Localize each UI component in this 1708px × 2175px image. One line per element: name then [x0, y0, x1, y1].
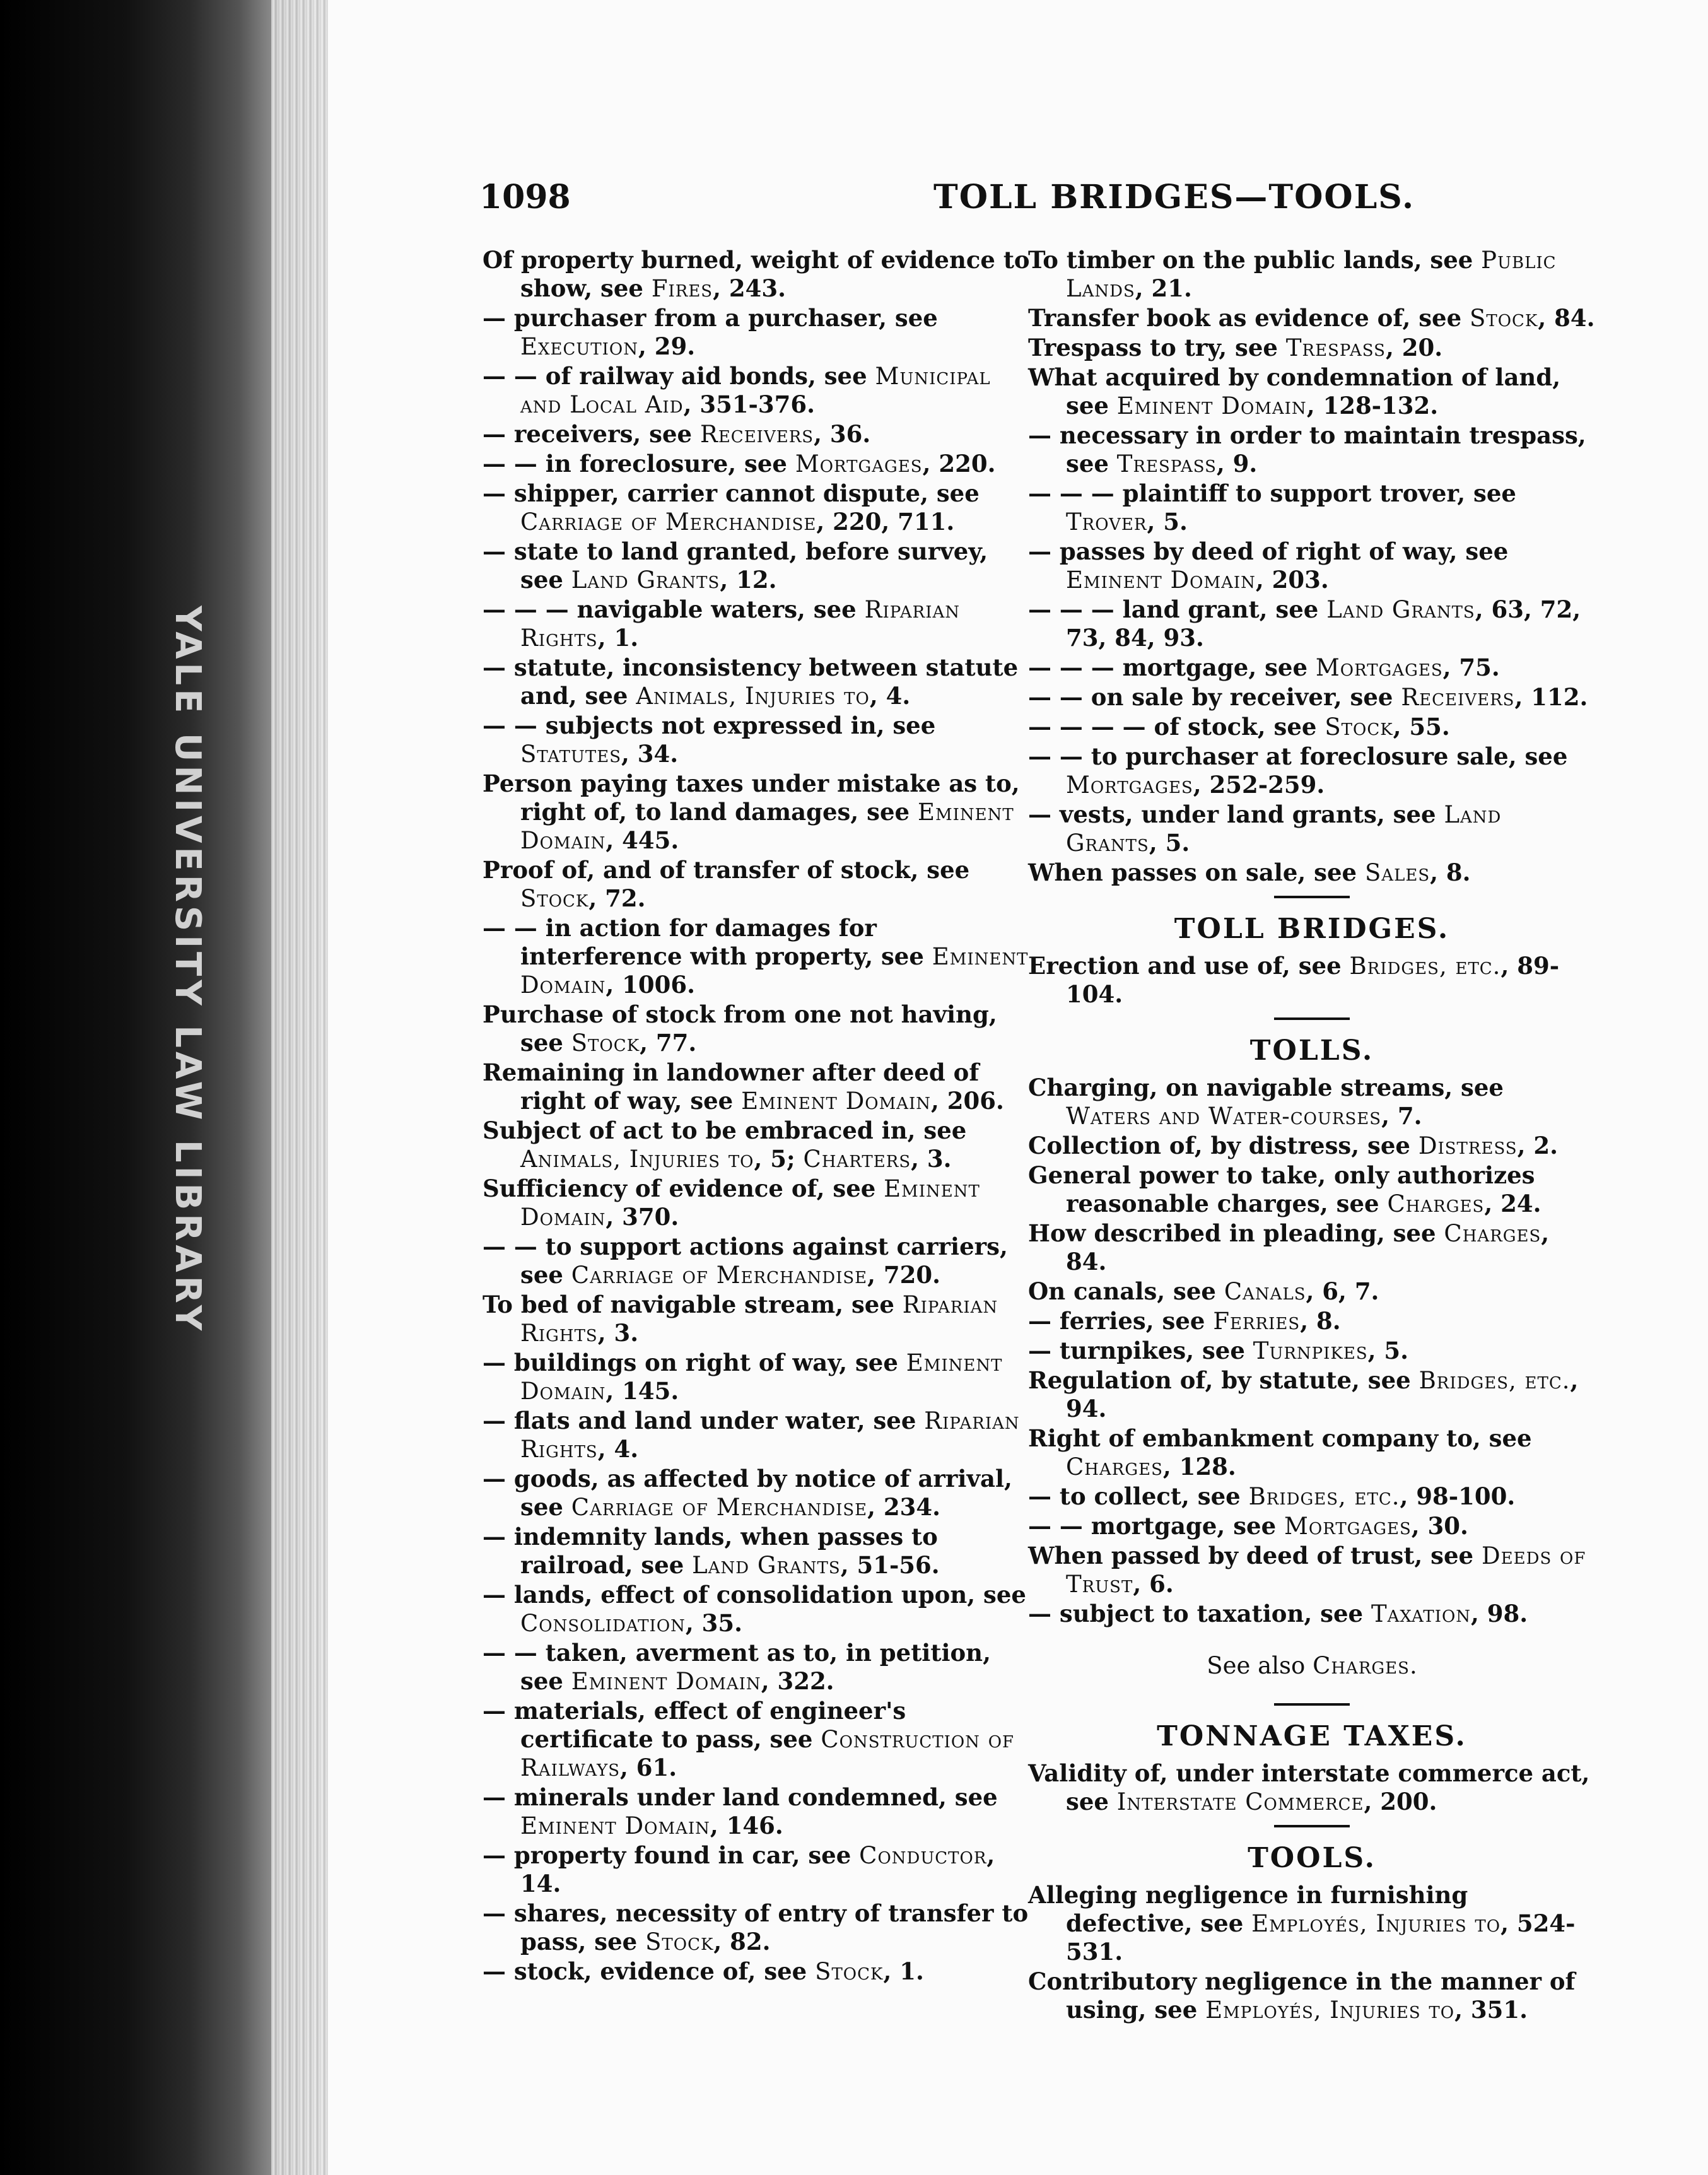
entry-text: , 2. [1517, 1132, 1559, 1159]
cross-reference: Mortgages [1066, 771, 1193, 799]
index-entry [1028, 1482, 1596, 1511]
entry-text: How described in pleading, see [1028, 1219, 1444, 1247]
entry-text: , 72. [588, 884, 646, 912]
entry-text: When passes on sale, see [1028, 859, 1365, 886]
index-entry [483, 479, 1038, 536]
cross-reference: Receivers [699, 421, 814, 448]
index-entry [483, 1899, 1038, 1956]
book-page [328, 0, 1708, 2175]
entry-text: , 200. [1364, 1788, 1437, 1815]
index-entry [483, 1117, 1038, 1173]
index-entry [1028, 363, 1596, 420]
entry-text: — — on sale by receiver, see [1028, 683, 1401, 711]
entry-text: — shares, necessity of entry of transfer to pass, see [483, 1899, 1029, 1955]
cross-reference: Eminent Domain [520, 799, 1014, 854]
index-entry [483, 1841, 1038, 1898]
entry-text: , 351-376. [683, 390, 816, 418]
entry-text: — — — — of stock, see [1028, 713, 1325, 741]
cross-reference: Public Lands [1066, 247, 1557, 302]
cross-reference: Municipal and Local Aid [520, 363, 991, 418]
entry-text: — indemnity lands, when passes to railroad, see [483, 1523, 938, 1579]
entry-text: , 1. [883, 1957, 924, 1985]
entry-text: , 84. [1066, 1219, 1550, 1275]
entry-text: — stock, evidence of, see [483, 1957, 816, 1985]
cross-reference: Riparian Rights [520, 1291, 998, 1347]
index-entry [1028, 1161, 1596, 1218]
entry-text: , 3. [597, 1319, 639, 1347]
entry-text: — statute, inconsistency between statute and, see [483, 654, 1019, 710]
entry-text: Contributory negligence in the manner of using, see [1028, 1967, 1576, 2024]
cross-reference: Eminent Domain [1066, 566, 1256, 594]
entry-text: To bed of navigable stream, see [483, 1291, 903, 1318]
index-entry [1028, 1074, 1596, 1130]
entry-text: — minerals under land condemned, see [483, 1783, 998, 1811]
entry-text: , 4. [869, 682, 911, 710]
entry-text: , 1. [597, 624, 639, 652]
cross-reference: Canals [1224, 1278, 1306, 1305]
cross-reference: Eminent Domain [571, 1668, 761, 1695]
entry-text: , 6. [1133, 1570, 1174, 1598]
cross-reference: Land Grants [571, 566, 720, 594]
cross-reference: Riparian Rights [520, 1407, 1020, 1463]
cross-reference: Charters [803, 1146, 911, 1173]
entry-text: Validity of, under interstate commerce act, see [1028, 1759, 1590, 1815]
entry-text: , 206. [931, 1087, 1004, 1115]
entry-text: , 55. [1393, 713, 1450, 741]
entry-text: , 94. [1066, 1366, 1579, 1422]
entry-text: On canals, see [1028, 1277, 1224, 1305]
cross-reference: Carriage of Merchandise [571, 1494, 868, 1521]
entry-text: , 145. [605, 1377, 679, 1405]
entry-text: — buildings on right of way, see [483, 1349, 906, 1376]
entry-text: , 1006. [605, 971, 696, 999]
entry-text: , 322. [761, 1667, 834, 1695]
entry-text: Person paying taxes under mistake as to, right of, to land damages, see [483, 770, 1020, 826]
entry-text: , 128. [1162, 1453, 1236, 1480]
entry-text: Proof of, and of transfer of stock, see [483, 856, 970, 884]
index-entry [483, 1581, 1038, 1638]
entry-text: , 6, 7. [1306, 1277, 1379, 1305]
entry-text: , 82. [713, 1928, 771, 1955]
entry-text: — lands, effect of consolidation upon, see [483, 1581, 1026, 1609]
entry-text: Subject of act to be embraced in, see [483, 1117, 967, 1144]
cross-reference: Carriage of Merchandise [520, 508, 817, 536]
index-entry [1028, 334, 1596, 362]
entry-text: , 252-259. [1193, 771, 1325, 799]
index-entry [483, 1639, 1038, 1696]
section-divider [1274, 896, 1350, 898]
entry-text: When passed by deed of trust, see [1028, 1542, 1482, 1569]
entry-text: , 445. [605, 826, 679, 854]
entry-text: Transfer book as evidence of, see [1028, 304, 1470, 332]
entry-text: , 243. [713, 274, 787, 302]
cross-reference: Eminent Domain [520, 1349, 1003, 1405]
entry-text: Regulation of, by statute, see [1028, 1366, 1419, 1394]
cross-reference: Stock [645, 1928, 714, 1955]
entry-text: — subject to taxation, see [1028, 1600, 1371, 1627]
entry-text: — purchaser from a purchaser, see [483, 304, 938, 332]
entry-text: , 720. [867, 1261, 941, 1289]
cross-reference: Land Grants [692, 1552, 841, 1579]
entry-text: Erection and use of, see [1028, 952, 1350, 980]
entry-text: , 61. [620, 1754, 677, 1781]
entry-text: , 5; [754, 1145, 804, 1173]
left-column [483, 246, 1038, 1987]
entry-text: Collection of, by distress, see [1028, 1132, 1418, 1159]
entry-text: — passes by deed of right of way, see [1028, 537, 1509, 565]
index-entry [483, 595, 1038, 652]
running-title: TOLL BRIDGES—TOOLS. [933, 178, 1415, 216]
entry-text: , 21. [1135, 274, 1192, 302]
spine-library-stamp: YALE UNIVERSITY LAW LIBRARY [167, 606, 208, 1335]
index-entry [1028, 304, 1596, 332]
cross-reference: Conductor [859, 1842, 987, 1869]
cross-reference: Taxation [1371, 1600, 1471, 1627]
index-entry [1028, 713, 1596, 741]
entry-text: Charging, on navigable streams, see [1028, 1074, 1504, 1101]
section-divider [1274, 1703, 1350, 1706]
entry-text: — vests, under land grants, see [1028, 800, 1444, 828]
entry-text: , 77. [640, 1029, 697, 1057]
cross-reference: Employés, Injuries to [1251, 1910, 1501, 1937]
entry-text: — necessary in order to maintain trespass, see [1028, 421, 1586, 478]
entry-text: , 351. [1454, 1996, 1528, 2024]
entry-text: , 5. [1367, 1337, 1409, 1364]
page-number: 1098 [479, 178, 571, 216]
entry-text: — goods, as affected by notice of arrival, see [483, 1465, 1012, 1521]
cross-reference: Mortgages [1315, 654, 1443, 681]
entry-text: , 98-100. [1400, 1482, 1516, 1510]
index-entry [483, 362, 1038, 419]
index-entry [483, 246, 1038, 303]
index-entry [1028, 595, 1596, 652]
entry-text: Trespass to try, see [1028, 334, 1286, 361]
entry-text: Sufficiency of evidence of, see [483, 1175, 884, 1202]
index-entry [483, 1407, 1038, 1463]
cross-reference: Mortgages [1284, 1513, 1412, 1540]
cross-reference: Construction of Railways [520, 1726, 1015, 1781]
index-entry [483, 1697, 1038, 1782]
cross-reference: Trespass [1116, 450, 1217, 478]
index-entry [483, 914, 1038, 999]
index-entry [1028, 952, 1596, 1009]
index-entry [483, 856, 1038, 913]
index-entry [483, 1058, 1038, 1115]
entry-text: — — — land grant, see [1028, 595, 1327, 623]
entry-text: , 12. [720, 566, 777, 594]
cross-reference: Land Grants [1066, 801, 1502, 857]
cross-reference: Distress [1418, 1132, 1518, 1159]
index-entry [1028, 683, 1596, 712]
index-entry [483, 1233, 1038, 1289]
entry-text: , 8. [1300, 1307, 1341, 1335]
entry-text: — to collect, see [1028, 1482, 1249, 1510]
entry-text: , 30. [1411, 1512, 1468, 1540]
index-entry [1028, 1424, 1596, 1481]
entry-text: , 370. [605, 1203, 679, 1231]
entry-text: Of property burned, weight of evidence to show, see [483, 246, 1030, 302]
cross-reference: Statutes [520, 741, 622, 768]
cross-reference: Stock [815, 1958, 884, 1985]
index-entry [1028, 1881, 1596, 1966]
cross-reference: Receivers [1401, 684, 1515, 711]
section-heading: TONNAGE TAXES. [1157, 1720, 1467, 1752]
index-entry [1028, 1337, 1596, 1365]
entry-text: , 524-531. [1066, 1909, 1576, 1966]
index-entry [1028, 1759, 1596, 1816]
cross-reference: Land Grants [1326, 596, 1475, 623]
entry-text: , 63, 72, 73, 84, 93. [1066, 595, 1581, 652]
index-entry [483, 770, 1038, 855]
index-entry [483, 654, 1038, 710]
entry-text: — state to land granted, before survey, see [483, 537, 988, 594]
entry-text: , 98. [1471, 1600, 1528, 1627]
index-entry [483, 420, 1038, 448]
index-entry [1028, 246, 1596, 303]
index-entry [1028, 537, 1596, 594]
entry-text: Right of embankment company to, see [1028, 1424, 1532, 1452]
cross-reference: Eminent Domain [741, 1088, 931, 1115]
index-entry [1028, 1219, 1596, 1276]
page-header [479, 178, 1615, 228]
entry-text: . [1409, 1652, 1417, 1679]
index-entry [483, 1523, 1038, 1580]
cross-reference: Stock [571, 1029, 640, 1057]
cross-reference: Eminent Domain [520, 943, 1029, 999]
index-entry [483, 1349, 1038, 1405]
cross-reference: Bridges, etc. [1418, 1367, 1571, 1394]
index-entry [483, 537, 1038, 594]
cross-reference: Bridges, etc. [1248, 1483, 1400, 1510]
cross-reference: Trespass [1285, 334, 1386, 361]
index-entry [483, 304, 1038, 361]
entry-text: , 7. [1381, 1102, 1422, 1130]
index-entry [1028, 421, 1596, 478]
cross-reference: Ferries [1213, 1308, 1301, 1335]
index-entry [483, 1957, 1038, 1986]
cross-reference: Sales [1364, 859, 1430, 886]
entry-text: , 35. [685, 1609, 743, 1637]
entry-text: , 34. [621, 740, 679, 768]
index-entry [483, 1465, 1038, 1521]
cross-reference: Charges [1444, 1220, 1541, 1247]
entry-text: , 29. [638, 332, 696, 360]
index-entry [1028, 654, 1596, 682]
index-entry [1028, 1366, 1596, 1423]
entry-text: , 36. [814, 420, 871, 448]
entry-text: , 146. [710, 1812, 783, 1839]
index-entry [483, 1175, 1038, 1231]
cross-reference: Mortgages [795, 450, 923, 478]
entry-text: , 4. [597, 1435, 639, 1463]
cross-reference: Employés, Injuries to [1205, 1996, 1455, 2024]
cross-reference: Deeds of Trust [1066, 1542, 1586, 1598]
section-heading: TOLLS. [1249, 1035, 1374, 1067]
entry-text: — shipper, carrier cannot dispute, see [483, 479, 980, 507]
entry-text: — — — plaintiff to support trover, see [1028, 479, 1516, 507]
see-also-note [1028, 1651, 1596, 1680]
cross-reference: Fires [651, 275, 713, 302]
cross-reference: Charges [1387, 1190, 1485, 1217]
section-divider [1274, 1825, 1350, 1827]
entry-text: , 84. [1538, 304, 1595, 332]
entry-text: , 75. [1442, 654, 1500, 681]
entry-text: — — in foreclosure, see [483, 450, 795, 478]
entry-text: , 220, 711. [816, 508, 955, 536]
cross-reference: Stock [1325, 713, 1393, 741]
entry-text: — — taken, averment as to, in petition, see [483, 1639, 991, 1695]
index-entry [483, 1291, 1038, 1347]
entry-text: , 20. [1385, 334, 1443, 361]
entry-text: Remaining in landowner after deed of right of way, see [483, 1058, 980, 1115]
cross-reference: Animals, Injuries to [636, 683, 870, 710]
right-column [1028, 246, 1596, 2026]
entry-text: — — to purchaser at foreclosure sale, see [1028, 742, 1568, 770]
entry-text: , 112. [1514, 683, 1588, 711]
index-entry [1028, 1307, 1596, 1335]
entry-text: , 24. [1484, 1190, 1541, 1217]
index-entry [1028, 1600, 1596, 1628]
section-heading: TOLL BRIDGES. [1174, 913, 1450, 945]
index-entry [1028, 1542, 1596, 1598]
entry-text: , 128-132. [1306, 392, 1439, 419]
cross-reference: Carriage of Merchandise [571, 1262, 868, 1289]
cross-reference: Stock [520, 885, 589, 912]
index-entry [1028, 742, 1596, 799]
section-divider [1274, 1017, 1350, 1020]
index-entry [483, 712, 1038, 768]
cross-reference: Interstate Commerce [1116, 1788, 1364, 1815]
entry-text: , 14. [520, 1841, 995, 1897]
section-heading: TOOLS. [1248, 1842, 1376, 1874]
entry-text: — — — navigable waters, see [483, 595, 865, 623]
entry-text: — ferries, see [1028, 1307, 1214, 1335]
entry-text: General power to take, only authorizes reasonable charges, see [1028, 1161, 1535, 1217]
entry-text: See also [1207, 1652, 1313, 1679]
cross-reference: Bridges, etc. [1349, 953, 1501, 980]
index-entry [1028, 1967, 1596, 2024]
entry-text: — — mortgage, see [1028, 1512, 1284, 1540]
cross-reference: Charges [1066, 1453, 1163, 1480]
entry-text: — receivers, see [483, 420, 700, 448]
entry-text: — — — mortgage, see [1028, 654, 1316, 681]
index-entry [483, 450, 1038, 478]
entry-text: , 5. [1147, 508, 1188, 536]
entry-text: What acquired by condemnation of land, see [1028, 363, 1561, 419]
index-entry [1028, 800, 1596, 857]
entry-text: — — of railway aid bonds, see [483, 362, 875, 390]
index-entry [1028, 1512, 1596, 1540]
entry-text: — turnpikes, see [1028, 1337, 1253, 1364]
cross-reference: Eminent Domain [520, 1812, 710, 1839]
entry-text: , 203. [1255, 566, 1329, 594]
entry-text: — property found in car, see [483, 1841, 860, 1869]
entry-text: — — subjects not expressed in, see [483, 712, 936, 739]
index-entry [1028, 859, 1596, 887]
entry-text: , 8. [1430, 859, 1471, 886]
entry-text: — — in action for damages for interference with property, see [483, 914, 932, 970]
cross-reference: Animals, Injuries to [520, 1146, 754, 1173]
cross-reference: Eminent Domain [1116, 392, 1307, 419]
entry-text: , 234. [867, 1493, 941, 1521]
entry-text: , 89-104. [1066, 952, 1560, 1008]
index-entry [1028, 479, 1596, 536]
cross-reference: Execution [520, 333, 638, 360]
cross-reference: Charges [1313, 1652, 1410, 1679]
index-entry [483, 1783, 1038, 1840]
entry-text: — materials, effect of engineer's certificate to pass, see [483, 1697, 906, 1753]
cross-reference: Eminent Domain [520, 1175, 980, 1231]
cross-reference: Consolidation [520, 1610, 686, 1637]
index-entry [483, 1000, 1038, 1057]
entry-text: , 51-56. [840, 1551, 940, 1579]
index-entry [1028, 1277, 1596, 1306]
index-entry [1028, 1132, 1596, 1160]
entry-text: Alleging negligence in furnishing defective, see [1028, 1881, 1468, 1937]
cross-reference: Waters and Water-courses [1066, 1103, 1382, 1130]
cross-reference: Trover [1066, 508, 1147, 536]
cross-reference: Turnpikes [1253, 1337, 1368, 1364]
entry-text: , 5. [1149, 829, 1190, 857]
entry-text: — — to support actions against carriers, see [483, 1233, 1008, 1289]
cross-reference: Stock [1470, 305, 1538, 332]
entry-text: To timber on the public lands, see [1028, 246, 1482, 274]
entry-text: — flats and land under water, see [483, 1407, 925, 1434]
cross-reference: Riparian Rights [520, 596, 960, 652]
entry-text: , 220. [922, 450, 996, 478]
entry-text: , 9. [1216, 450, 1258, 478]
entry-text: , 3. [911, 1145, 952, 1173]
entry-text: Purchase of stock from one not having, see [483, 1000, 997, 1057]
